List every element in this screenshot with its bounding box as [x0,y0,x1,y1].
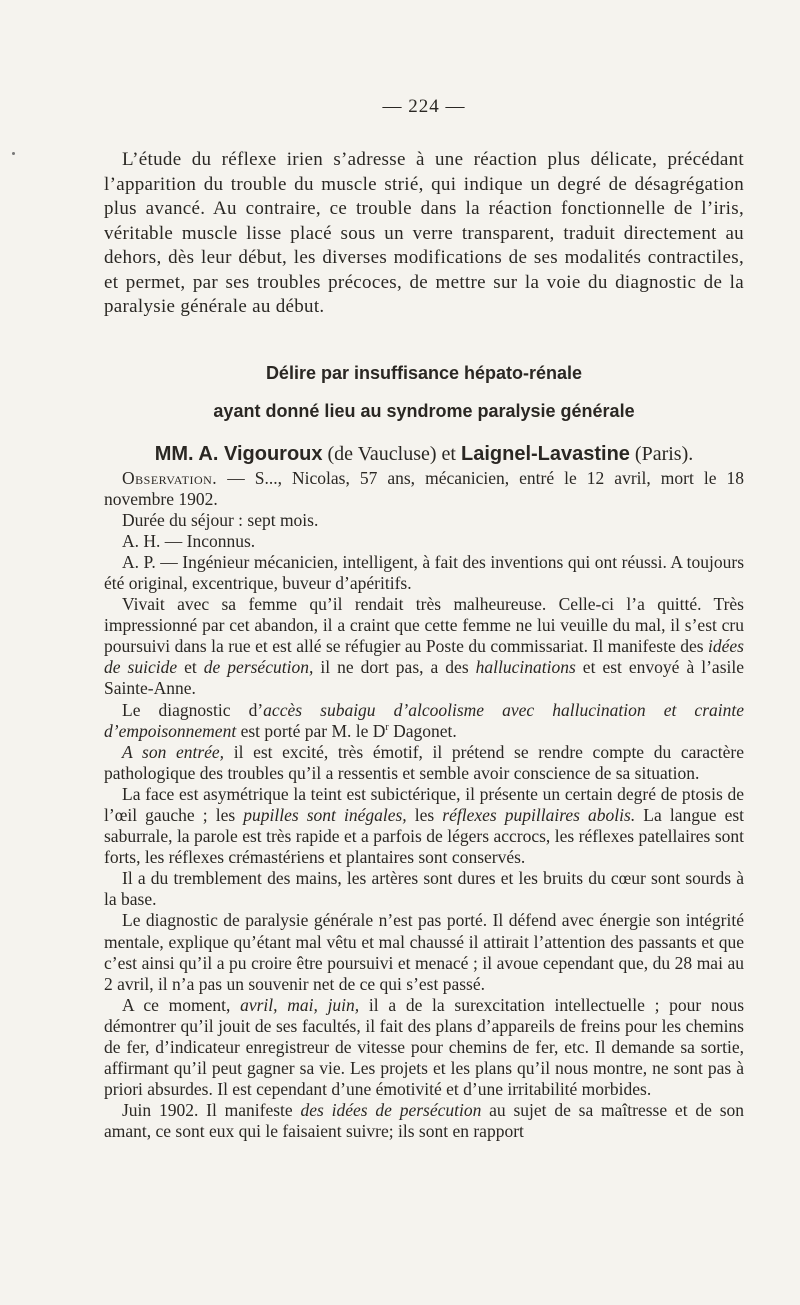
page-number: — 224 — [382,96,466,117]
duree-paragraph: Durée du séjour : sept mois. [122,509,319,530]
moment-paragraph: A ce moment, avril, mai, juin, il a de la surexcitation intellectuelle ; pour nous démontrer qu’il jouit de ses facultés, il fait des plans d’appareils de freins pour les chemins de fer, d’indicateur enregistreur de vitesse pour chemins de fer, etc. Il demande sa sortie, affirmant qu’il peut gagner sa vie. Les projets et les plans qu’il nous montre, ne sont pas à priori absurdes. Il est cependant d’une émotivité et d’une irritabilité morbides. [104,994,745,1100]
face-paragraph: La face est asymétrique la teint est subictérique, il présente un certain degré de ptosis de l’œil gauche ; les pupilles sont inégales, les réflexes pupillaires abolis. La langue est saburrale, la parole est très rapide et a parfois de légers accrocs, les réflexes patellaires sont forts, les réflexes crémastériens et plantaires sont conservés. [104,783,745,868]
authors-line [104,440,744,468]
tremblement-paragraph: Il a du tremblement des mains, les artères sont dures et les bruits du cœur sont sourds à la base. [104,868,744,910]
document-page [104,96,744,1143]
author2-name: Laignel-Lavastine [460,442,630,465]
author1-name: MM. A. Vigouroux [154,442,323,465]
author1-place: (de Vaucluse) et [322,442,461,465]
diagnostic-paragraph: Le diagnostic d’accès subaigu d’alcoolisme avec hallucination et crainte d’empoisonnement est porté par M. le $D^r$ Dagonet. [104,699,745,741]
juin-paragraph: Juin 1902. Il manifeste des idées de persécution au sujet de sa maîtresse et de son amant, ce sont eux qui le faisaient suivre; ils sont en rapport [104,1100,745,1142]
ap-paragraph: A. P. — Ingénieur mécanicien, intelligent, à fait des inventions qui ont réussi. A toujours été original, excentrique, buveur d’apéritifs. [104,551,744,593]
intro-paragraph: L’étude du réflexe irien s’adresse à une réaction plus délicate, précédant l’apparition du trouble du muscle strié, qui indique un degré de désagrégation plus avancé. Au contraire, ce trouble dans la réaction fonctionnelle de l’iris, véritable muscle lisse placé sous un verre transparent, traduit directement au dehors, dès leur début, les diverses modifications de ses modalités contractiles, et permet, par ses troubles précoces, de mettre sur la voie du diagnostic de la paralysie générale au début. [104,149,744,317]
entree-paragraph: A son entrée, il est excité, très émotif, il prétend se rendre compte du caractère pathologique des troubles qu’il a ressentis et semble avoir conscience de sa situation. [104,741,744,783]
article-title-line2: ayant donné lieu au syndrome paralysie générale [213,400,635,421]
margin-mark [12,152,15,155]
article-title-line1: Délire par insuffisance hépato-rénale [265,362,583,383]
vivait-paragraph: Vivait avec sa femme qu’il rendait très malheureuse. Celle-ci l’a quitté. Très impressionné par cet abandon, il a craint que cette femme ne lui veuille du mal, il s’est cru poursuivi dans la rue et est allé se réfugier au Poste du commissariat. Il manifeste des idées de suicide et de persécution, il ne dort pas, a des hallucinations et est envoyé à l’asile Sainte-Anne. [104,594,744,699]
observation-body [104,468,744,1143]
paralysie-paragraph: Le diagnostic de paralysie générale n’est pas porté. Il défend avec énergie son intégrité mentale, explique qu’étant mal vêtu et mal chaussé il attirait l’attention des passants et que c’est ainsi qu’il a pu croire être poursuivi et menacé ; il avoue cependant que, du 28 mai au 2 avril, il n’a pas un souvenir net de ce qui s’est passé. [104,910,744,994]
observation-paragraph: Observation. — S..., Nicolas, 57 ans, mécanicien, entré le 12 avril, mort le 18 novembre 1902. [104,467,744,509]
observation-label: Observation. [122,467,218,488]
ah-paragraph: A. H. — Inconnus. [122,530,256,551]
author2-place: (Paris). [629,442,694,465]
